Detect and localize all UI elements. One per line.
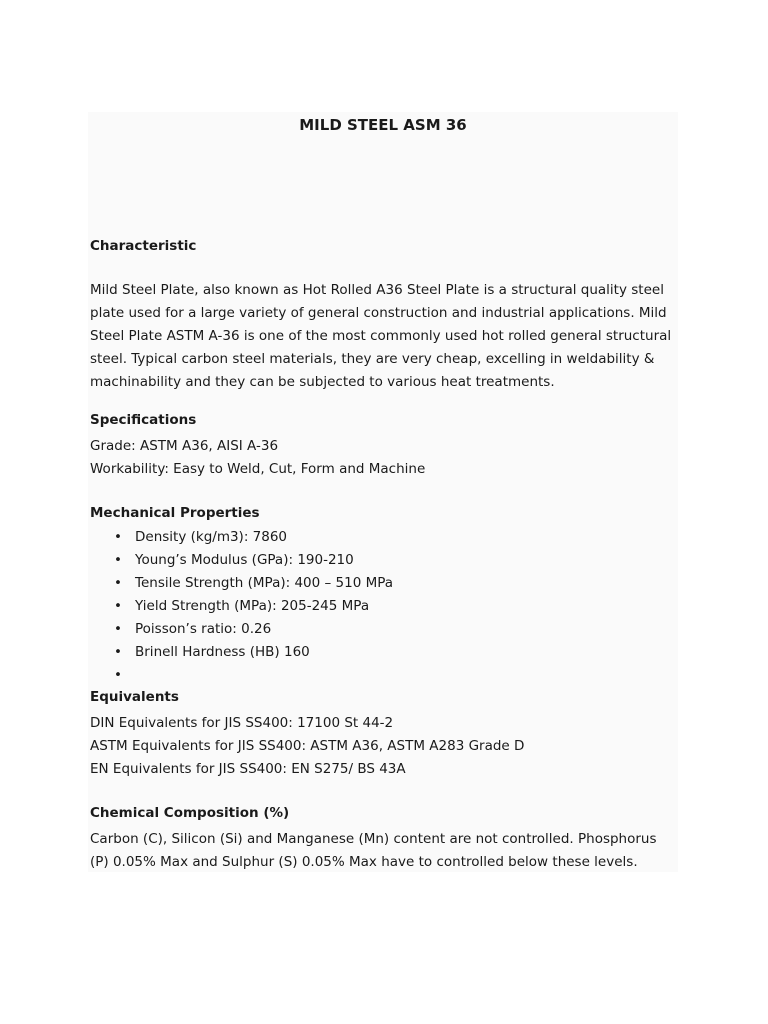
equivalent-en: EN Equivalents for JIS SS400: EN S275/ BS 43A: [90, 761, 406, 777]
property-text: Tensile Strength (MPa): 400 – 510 MPa: [135, 575, 394, 591]
bullet-icon: •: [114, 598, 122, 614]
characteristic-heading: Characteristic: [90, 238, 197, 254]
bullet-icon: •: [114, 575, 122, 591]
chemical-heading: Chemical Composition (%): [90, 805, 290, 821]
property-text: Density (kg/m3): 7860: [135, 529, 288, 545]
characteristic-line: Steel Plate ASTM A-36 is one of the most commonly used hot rolled general structural: [90, 328, 672, 344]
chemical-line: Carbon (C), Silicon (Si) and Manganese (Mn) content are not controlled. Phosphorus: [90, 831, 657, 847]
mechanical-properties-list: [90, 526, 393, 687]
bullet-icon: •: [114, 644, 122, 660]
bullet-icon: •: [114, 552, 122, 568]
characteristic-line: steel. Typical carbon steel materials, they are very cheap, excelling in weldability &: [90, 351, 655, 367]
list-item: [90, 664, 393, 687]
list-item: [90, 549, 393, 572]
bullet-icon: •: [114, 667, 122, 683]
characteristic-line: plate used for a large variety of general construction and industrial applications. Mild: [90, 305, 667, 321]
list-item: [90, 572, 393, 595]
property-text: Young’s Modulus (GPa): 190-210: [135, 552, 354, 568]
mechanical-heading: Mechanical Properties: [90, 505, 260, 521]
list-item: [90, 641, 393, 664]
property-text: Poisson’s ratio: 0.26: [135, 621, 272, 637]
characteristic-line: machinability and they can be subjected to various heat treatments.: [90, 374, 555, 390]
characteristic-paragraph: [90, 279, 680, 394]
list-item: [90, 595, 393, 618]
characteristic-line: Mild Steel Plate, also known as Hot Rolled A36 Steel Plate is a structural quality steel: [90, 282, 664, 298]
document-title: MILD STEEL ASM 36: [299, 116, 467, 134]
spec-workability: Workability: Easy to Weld, Cut, Form and Machine: [90, 461, 426, 477]
equivalents-heading: Equivalents: [90, 689, 179, 705]
chemical-line: (P) 0.05% Max and Sulphur (S) 0.05% Max have to controlled below these levels.: [90, 854, 638, 870]
spec-grade: Grade: ASTM A36, AISI A-36: [90, 438, 279, 454]
list-item: [90, 618, 393, 641]
equivalent-astm: ASTM Equivalents for JIS SS400: ASTM A36, ASTM A283 Grade D: [90, 738, 525, 754]
specifications-heading: Specifications: [90, 412, 197, 428]
bullet-icon: •: [114, 529, 122, 545]
equivalent-din: DIN Equivalents for JIS SS400: 17100 St 44-2: [90, 715, 394, 731]
property-text: Yield Strength (MPa): 205-245 MPa: [135, 598, 370, 614]
property-text: Brinell Hardness (HB) 160: [135, 644, 310, 660]
bullet-icon: •: [114, 621, 122, 637]
list-item: [90, 526, 393, 549]
